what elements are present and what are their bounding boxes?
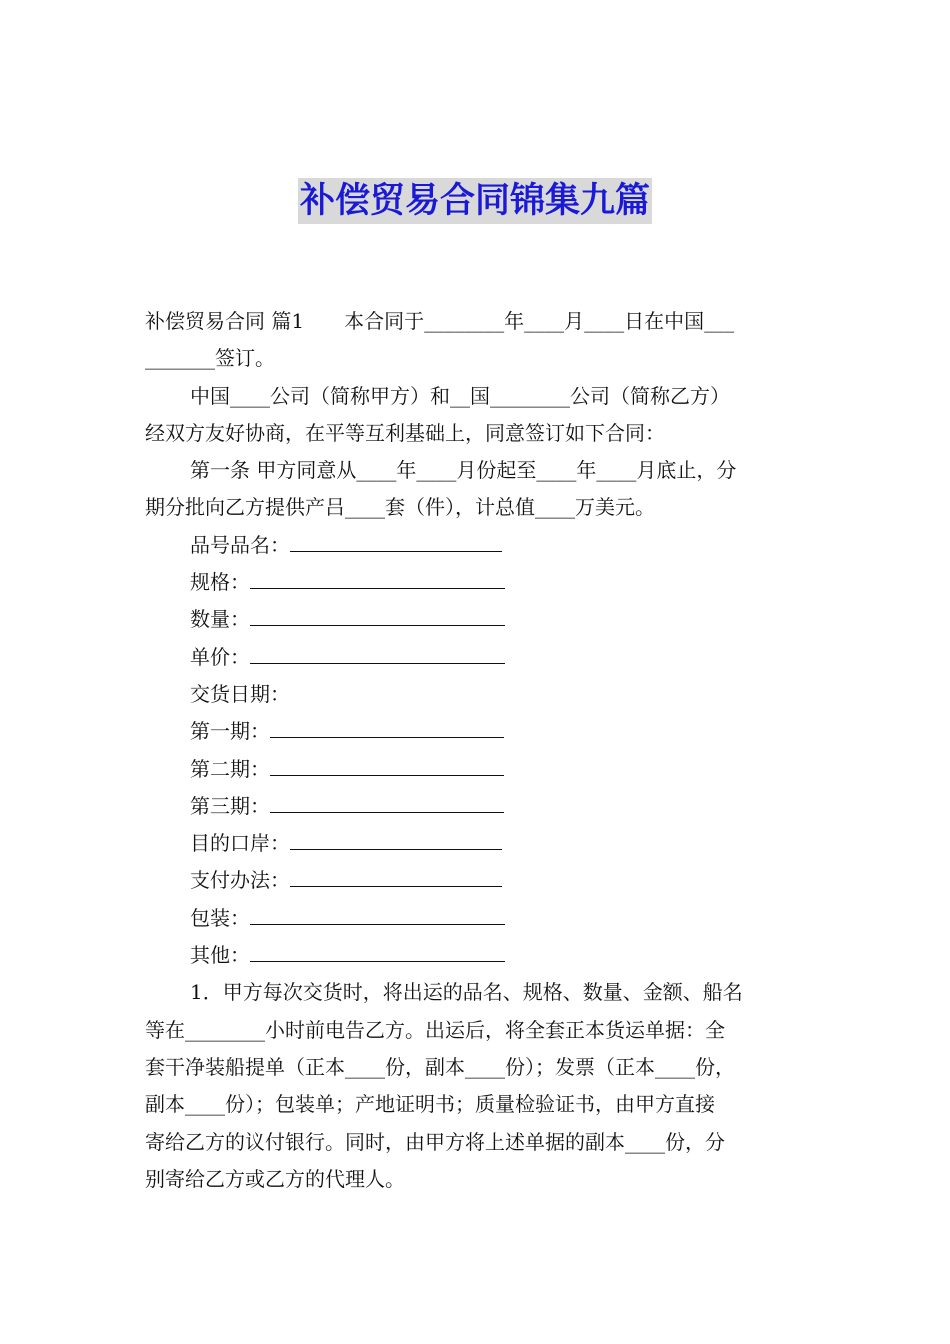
blank-line: [250, 641, 505, 664]
document-body: [145, 303, 805, 1198]
document-title: [0, 178, 950, 224]
field-label: 第一期：: [190, 719, 270, 744]
field-phase-3: [145, 788, 805, 825]
field-phase-2: [145, 751, 805, 788]
field-delivery-date: [145, 676, 805, 713]
paragraph-line: 补偿贸易合同 篇1 本合同于________年____月____日在中国___: [145, 309, 735, 333]
blank-line: [290, 529, 502, 552]
clause-line: 1．甲方每次交货时，将出运的品名、规格、数量、金额、船名: [190, 980, 743, 1005]
field-payment-method: [145, 862, 805, 899]
field-product-name: [145, 527, 805, 564]
field-destination-port: [145, 825, 805, 862]
blank-line: [270, 715, 504, 738]
field-label: 数量：: [190, 607, 250, 632]
blank-line: [270, 790, 504, 813]
field-label: 包装：: [190, 905, 250, 930]
field-label: 第三期：: [190, 793, 270, 818]
paragraph-line: 经双方友好协商，在平等互利基础上，同意签订如下合同：: [145, 420, 665, 445]
blank-line: [250, 939, 505, 962]
field-label: 规格：: [190, 570, 250, 595]
field-label: 第二期：: [190, 756, 270, 781]
blank-line: [250, 603, 505, 626]
field-quantity: [145, 601, 805, 638]
field-label: 品号品名：: [190, 532, 290, 557]
blank-line: [250, 902, 505, 925]
paragraph-line: 期分批向乙方提供产吕____套（件），计总值____万美元。: [145, 495, 655, 520]
clause-line: 等在________小时前电告乙方。出运后，将全套正本货运单据：全: [145, 1017, 725, 1042]
blank-line: [270, 753, 504, 776]
field-label: 其他：: [190, 943, 250, 968]
field-phase-1: [145, 713, 805, 750]
paragraph-line: 中国____公司（简称甲方）和__国________公司（简称乙方）: [190, 383, 730, 408]
clause-line: 副本____份）；包装单；产地证明书；质量检验证书，由甲方直接: [145, 1092, 715, 1117]
blank-line: [250, 566, 505, 589]
paragraph-line: _______签订。: [145, 346, 275, 371]
field-label: 单价：: [190, 644, 250, 669]
paragraph-line: 第一条 甲方同意从____年____月份起至____年____月底止，分: [190, 458, 737, 483]
clause-line: 套干净装船提单（正本____份，副本____份）；发票（正本____份，: [145, 1054, 735, 1079]
blank-line: [290, 864, 502, 887]
field-packaging: [145, 900, 805, 937]
document-title-text: 补偿贸易合同锦集九篇: [298, 178, 652, 224]
clause-line: 别寄给乙方或乙方的代理人。: [145, 1166, 405, 1191]
field-label: 目的口岸：: [190, 831, 290, 856]
field-unit-price: [145, 639, 805, 676]
field-label: 交货日期：: [190, 681, 290, 706]
blank-line: [290, 827, 502, 850]
clause-line: 寄给乙方的议付银行。同时，由甲方将上述单据的副本____份，分: [145, 1129, 725, 1154]
field-label: 支付办法：: [190, 868, 290, 893]
field-spec: [145, 564, 805, 601]
field-other: [145, 937, 805, 974]
